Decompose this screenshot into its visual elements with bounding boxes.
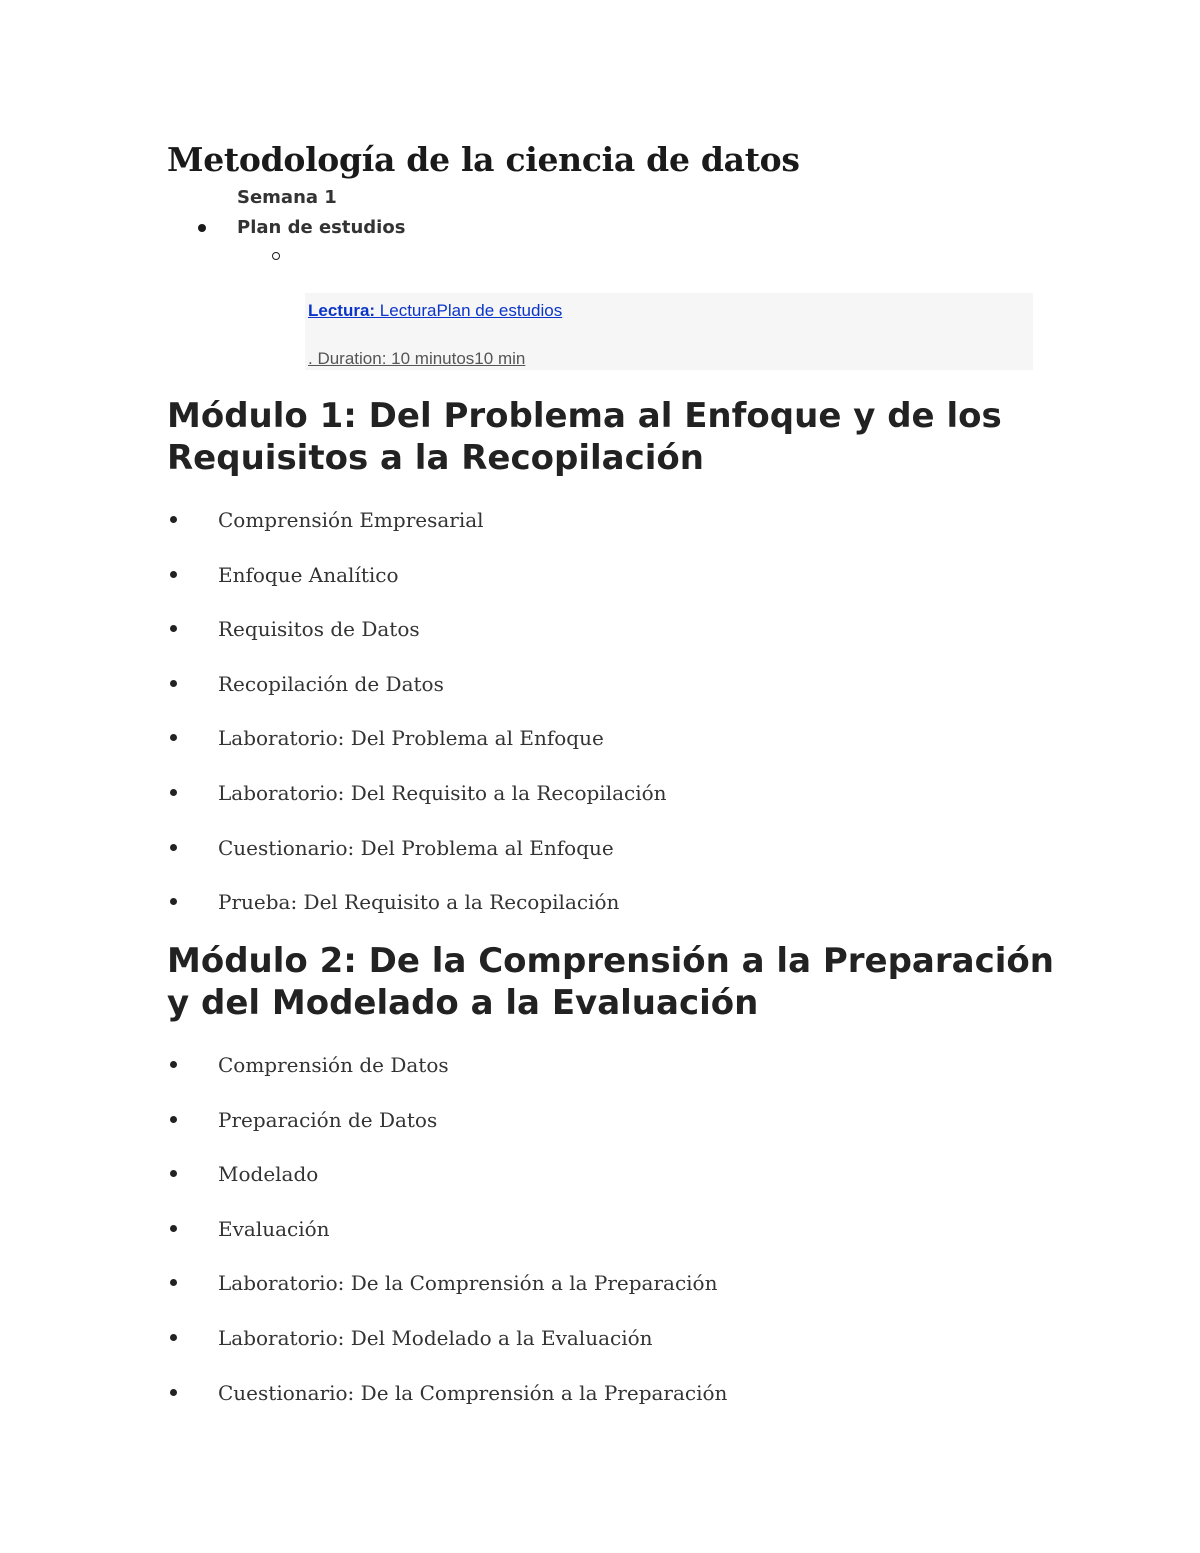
bullet-icon <box>170 516 177 523</box>
list-item: Laboratorio: De la Comprensión a la Preparación <box>167 1269 727 1324</box>
bullet-icon <box>170 898 177 905</box>
list-item: Preparación de Datos <box>167 1106 727 1161</box>
list-item: Enfoque Analítico <box>167 561 667 616</box>
sub-bullet-icon <box>272 252 280 260</box>
module-2-list <box>167 1051 727 1433</box>
bullet-icon <box>170 1389 177 1396</box>
bullet-icon <box>170 734 177 741</box>
list-item: Laboratorio: Del Requisito a la Recopilación <box>167 779 667 834</box>
list-item: Laboratorio: Del Modelado a la Evaluación <box>167 1324 727 1379</box>
list-item: Cuestionario: Del Problema al Enfoque <box>167 834 667 889</box>
reading-card <box>305 293 1033 370</box>
list-item: Requisitos de Datos <box>167 615 667 670</box>
bullet-icon <box>170 1279 177 1286</box>
bullet-icon <box>170 571 177 578</box>
syllabus-label: Plan de estudios <box>237 217 406 238</box>
list-item: Comprensión Empresarial <box>167 506 667 561</box>
list-item: Prueba: Del Requisito a la Recopilación <box>167 888 667 943</box>
module-1-list <box>167 506 667 943</box>
bullet-icon <box>170 1170 177 1177</box>
list-item: Cuestionario: De la Comprensión a la Preparación <box>167 1379 727 1434</box>
document-title: Metodología de la ciencia de datos <box>167 140 800 179</box>
module-1-title: Módulo 1: Del Problema al Enfoque y de los Requisitos a la Recopilación <box>167 396 1002 478</box>
bullet-icon <box>198 224 206 232</box>
bullet-icon <box>170 1116 177 1123</box>
list-item: Laboratorio: Del Problema al Enfoque <box>167 724 667 779</box>
syllabus-list-item <box>198 215 405 241</box>
reading-link[interactable] <box>308 300 562 322</box>
reading-duration: . Duration: 10 minutos10 min <box>308 349 526 368</box>
bullet-icon <box>170 1061 177 1068</box>
bullet-icon <box>170 625 177 632</box>
reading-link-text: LecturaPlan de estudios <box>375 301 563 320</box>
week-label: Semana 1 <box>237 187 337 208</box>
module-2-title: Módulo 2: De la Comprensión a la Preparación y del Modelado a la Evaluación <box>167 941 1054 1023</box>
bullet-icon <box>170 844 177 851</box>
bullet-icon <box>170 680 177 687</box>
list-item: Modelado <box>167 1160 727 1215</box>
bullet-icon <box>170 1225 177 1232</box>
list-item: Evaluación <box>167 1215 727 1270</box>
bullet-icon <box>170 1334 177 1341</box>
list-item: Recopilación de Datos <box>167 670 667 725</box>
list-item: Comprensión de Datos <box>167 1051 727 1106</box>
reading-kind-label: Lectura: <box>308 301 376 320</box>
bullet-icon <box>170 789 177 796</box>
